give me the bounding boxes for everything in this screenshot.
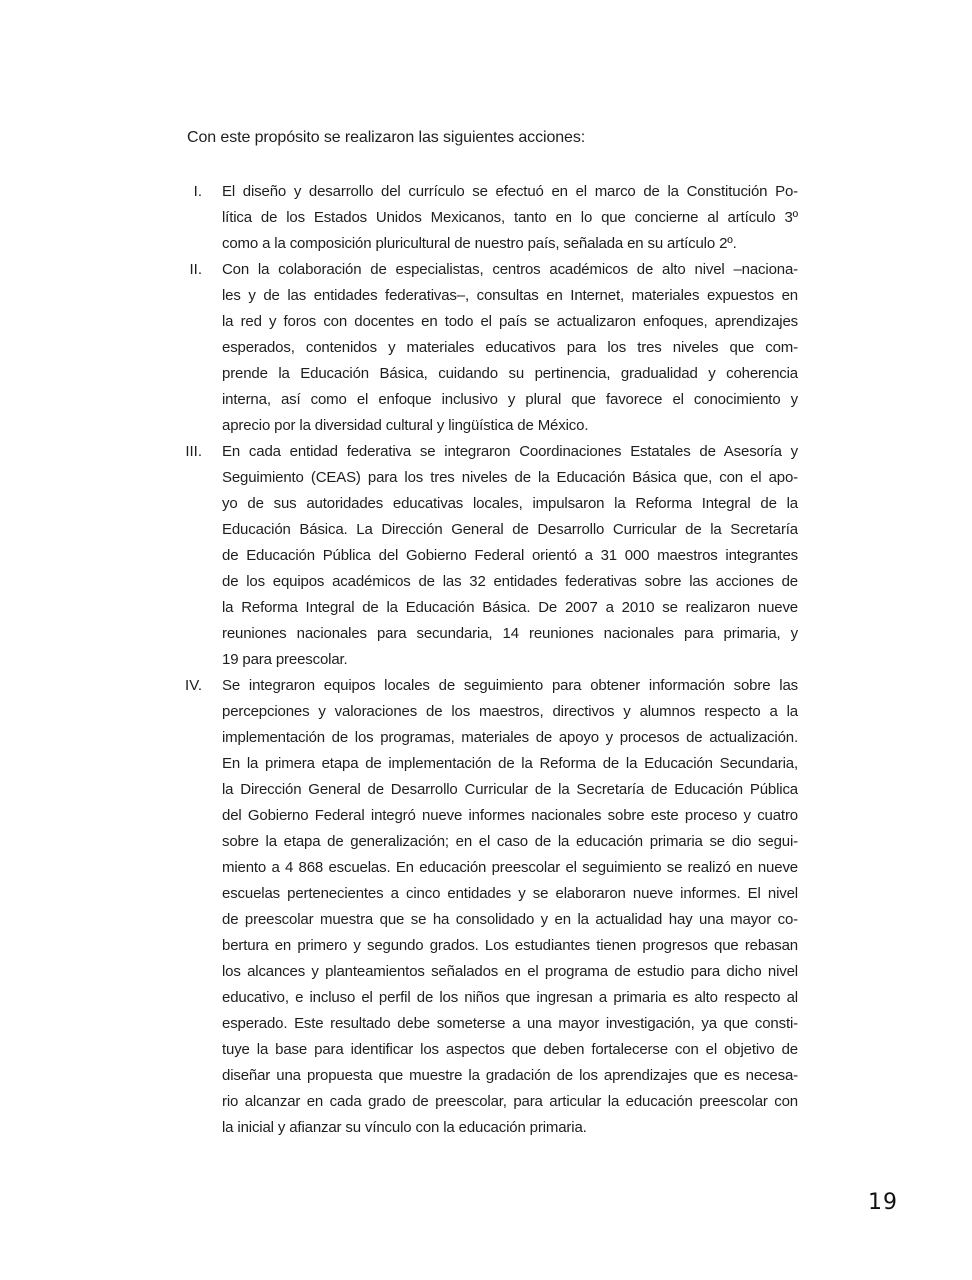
text-line: sobre la etapa de generalización; en el caso de la educación primaria se dio segui- bbox=[222, 833, 798, 850]
text-line: Con la colaboración de especialistas, centros académicos de alto nivel –naciona- bbox=[222, 261, 798, 278]
list-numeral: II. bbox=[189, 261, 202, 278]
text-line: escuelas pertenecientes a cinco entidades y se elaboraron nueve informes. El nivel bbox=[222, 885, 798, 902]
text-line: del Gobierno Federal integró nueve informes nacionales sobre este proceso y cuatro bbox=[222, 807, 798, 824]
text-line: reuniones nacionales para secundaria, 14 reuniones nacionales para primaria, y bbox=[222, 625, 798, 642]
text-line: miento a 4 868 escuelas. En educación preescolar el seguimiento se realizó en nueve bbox=[222, 859, 798, 876]
text-line: los alcances y planteamientos señalados en el programa de estudio para dicho nivel bbox=[222, 963, 798, 980]
list-item-iii bbox=[180, 439, 798, 673]
text-line: tuye la base para identificar los aspectos que deben fortalecerse con el objetivo de bbox=[222, 1041, 798, 1058]
text-line: aprecio por la diversidad cultural y lingüística de México. bbox=[222, 417, 589, 434]
text-line: esperado. Este resultado debe someterse a una mayor investigación, ya que consti- bbox=[222, 1015, 798, 1032]
text-line: la Dirección General de Desarrollo Curricular de la Secretaría de Educación Pública bbox=[222, 781, 798, 798]
text-line: prende la Educación Básica, cuidando su pertinencia, gradualidad y coherencia bbox=[222, 365, 798, 382]
list-numeral: IV. bbox=[185, 677, 202, 694]
text-line: yo de sus autoridades educativas locales, impulsaron la Reforma Integral de la bbox=[222, 495, 798, 512]
list-numeral: I. bbox=[193, 183, 202, 200]
text-line: implementación de los programas, materiales de apoyo y procesos de actualización. bbox=[222, 729, 798, 746]
text-line: educativo, e incluso el perfil de los niños que ingresan a primaria es alto respecto al bbox=[222, 989, 798, 1006]
text-line: esperados, contenidos y materiales educativos para los tres niveles que com- bbox=[222, 339, 798, 356]
text-line: En cada entidad federativa se integraron Coordinaciones Estatales de Asesoría y bbox=[222, 443, 798, 460]
text-line: la inicial y afianzar su vínculo con la educación primaria. bbox=[222, 1119, 587, 1136]
text-line: En la primera etapa de implementación de la Reforma de la Educación Secundaria, bbox=[222, 755, 798, 772]
text-line: percepciones y valoraciones de los maestros, directivos y alumnos respecto a la bbox=[222, 703, 798, 720]
text-line: Seguimiento (CEAS) para los tres niveles de la Educación Básica que, con el apo- bbox=[222, 469, 798, 486]
text-line: Se integraron equipos locales de seguimiento para obtener información sobre las bbox=[222, 677, 798, 694]
text-line: de preescolar muestra que se ha consolidado y en la actualidad hay una mayor co- bbox=[222, 911, 798, 928]
text-line: Educación Básica. La Dirección General de Desarrollo Curricular de la Secretaría bbox=[222, 521, 798, 538]
text-line: les y de las entidades federativas–, consultas en Internet, materiales expuestos en bbox=[222, 287, 798, 304]
list-numeral: III. bbox=[185, 443, 202, 460]
text-line: como a la composición pluricultural de nuestro país, señalada en su artículo 2º. bbox=[222, 235, 737, 252]
text-line: rio alcanzar en cada grado de preescolar, para articular la educación preescolar con bbox=[222, 1093, 798, 1110]
text-line: 19 para preescolar. bbox=[222, 651, 348, 668]
page-number: 19 bbox=[868, 1190, 898, 1215]
text-line: de los equipos académicos de las 32 entidades federativas sobre las acciones de bbox=[222, 573, 798, 590]
text-line: bertura en primero y segundo grados. Los estudiantes tienen progresos que rebasan bbox=[222, 937, 798, 954]
text-line: de Educación Pública del Gobierno Federal orientó a 31 000 maestros integrantes bbox=[222, 547, 798, 564]
text-line: lítica de los Estados Unidos Mexicanos, tanto en lo que concierne al artículo 3º bbox=[222, 209, 798, 226]
text-line: diseñar una propuesta que muestre la gradación de los aprendizajes que es necesa- bbox=[222, 1067, 798, 1084]
intro-paragraph: Con este propósito se realizaron las siguientes acciones: bbox=[187, 129, 586, 146]
list-item-iv bbox=[180, 673, 798, 1141]
actions-list bbox=[180, 179, 798, 1141]
text-line: la Reforma Integral de la Educación Básica. De 2007 a 2010 se realizaron nueve bbox=[222, 599, 798, 616]
text-line: la red y foros con docentes en todo el país se actualizaron enfoques, aprendizajes bbox=[222, 313, 798, 330]
text-line: interna, así como el enfoque inclusivo y plural que favorece el conocimiento y bbox=[222, 391, 798, 408]
list-item-ii bbox=[180, 257, 798, 439]
text-line: El diseño y desarrollo del currículo se efectuó en el marco de la Constitución Po- bbox=[222, 183, 798, 200]
list-item-i bbox=[180, 179, 798, 257]
